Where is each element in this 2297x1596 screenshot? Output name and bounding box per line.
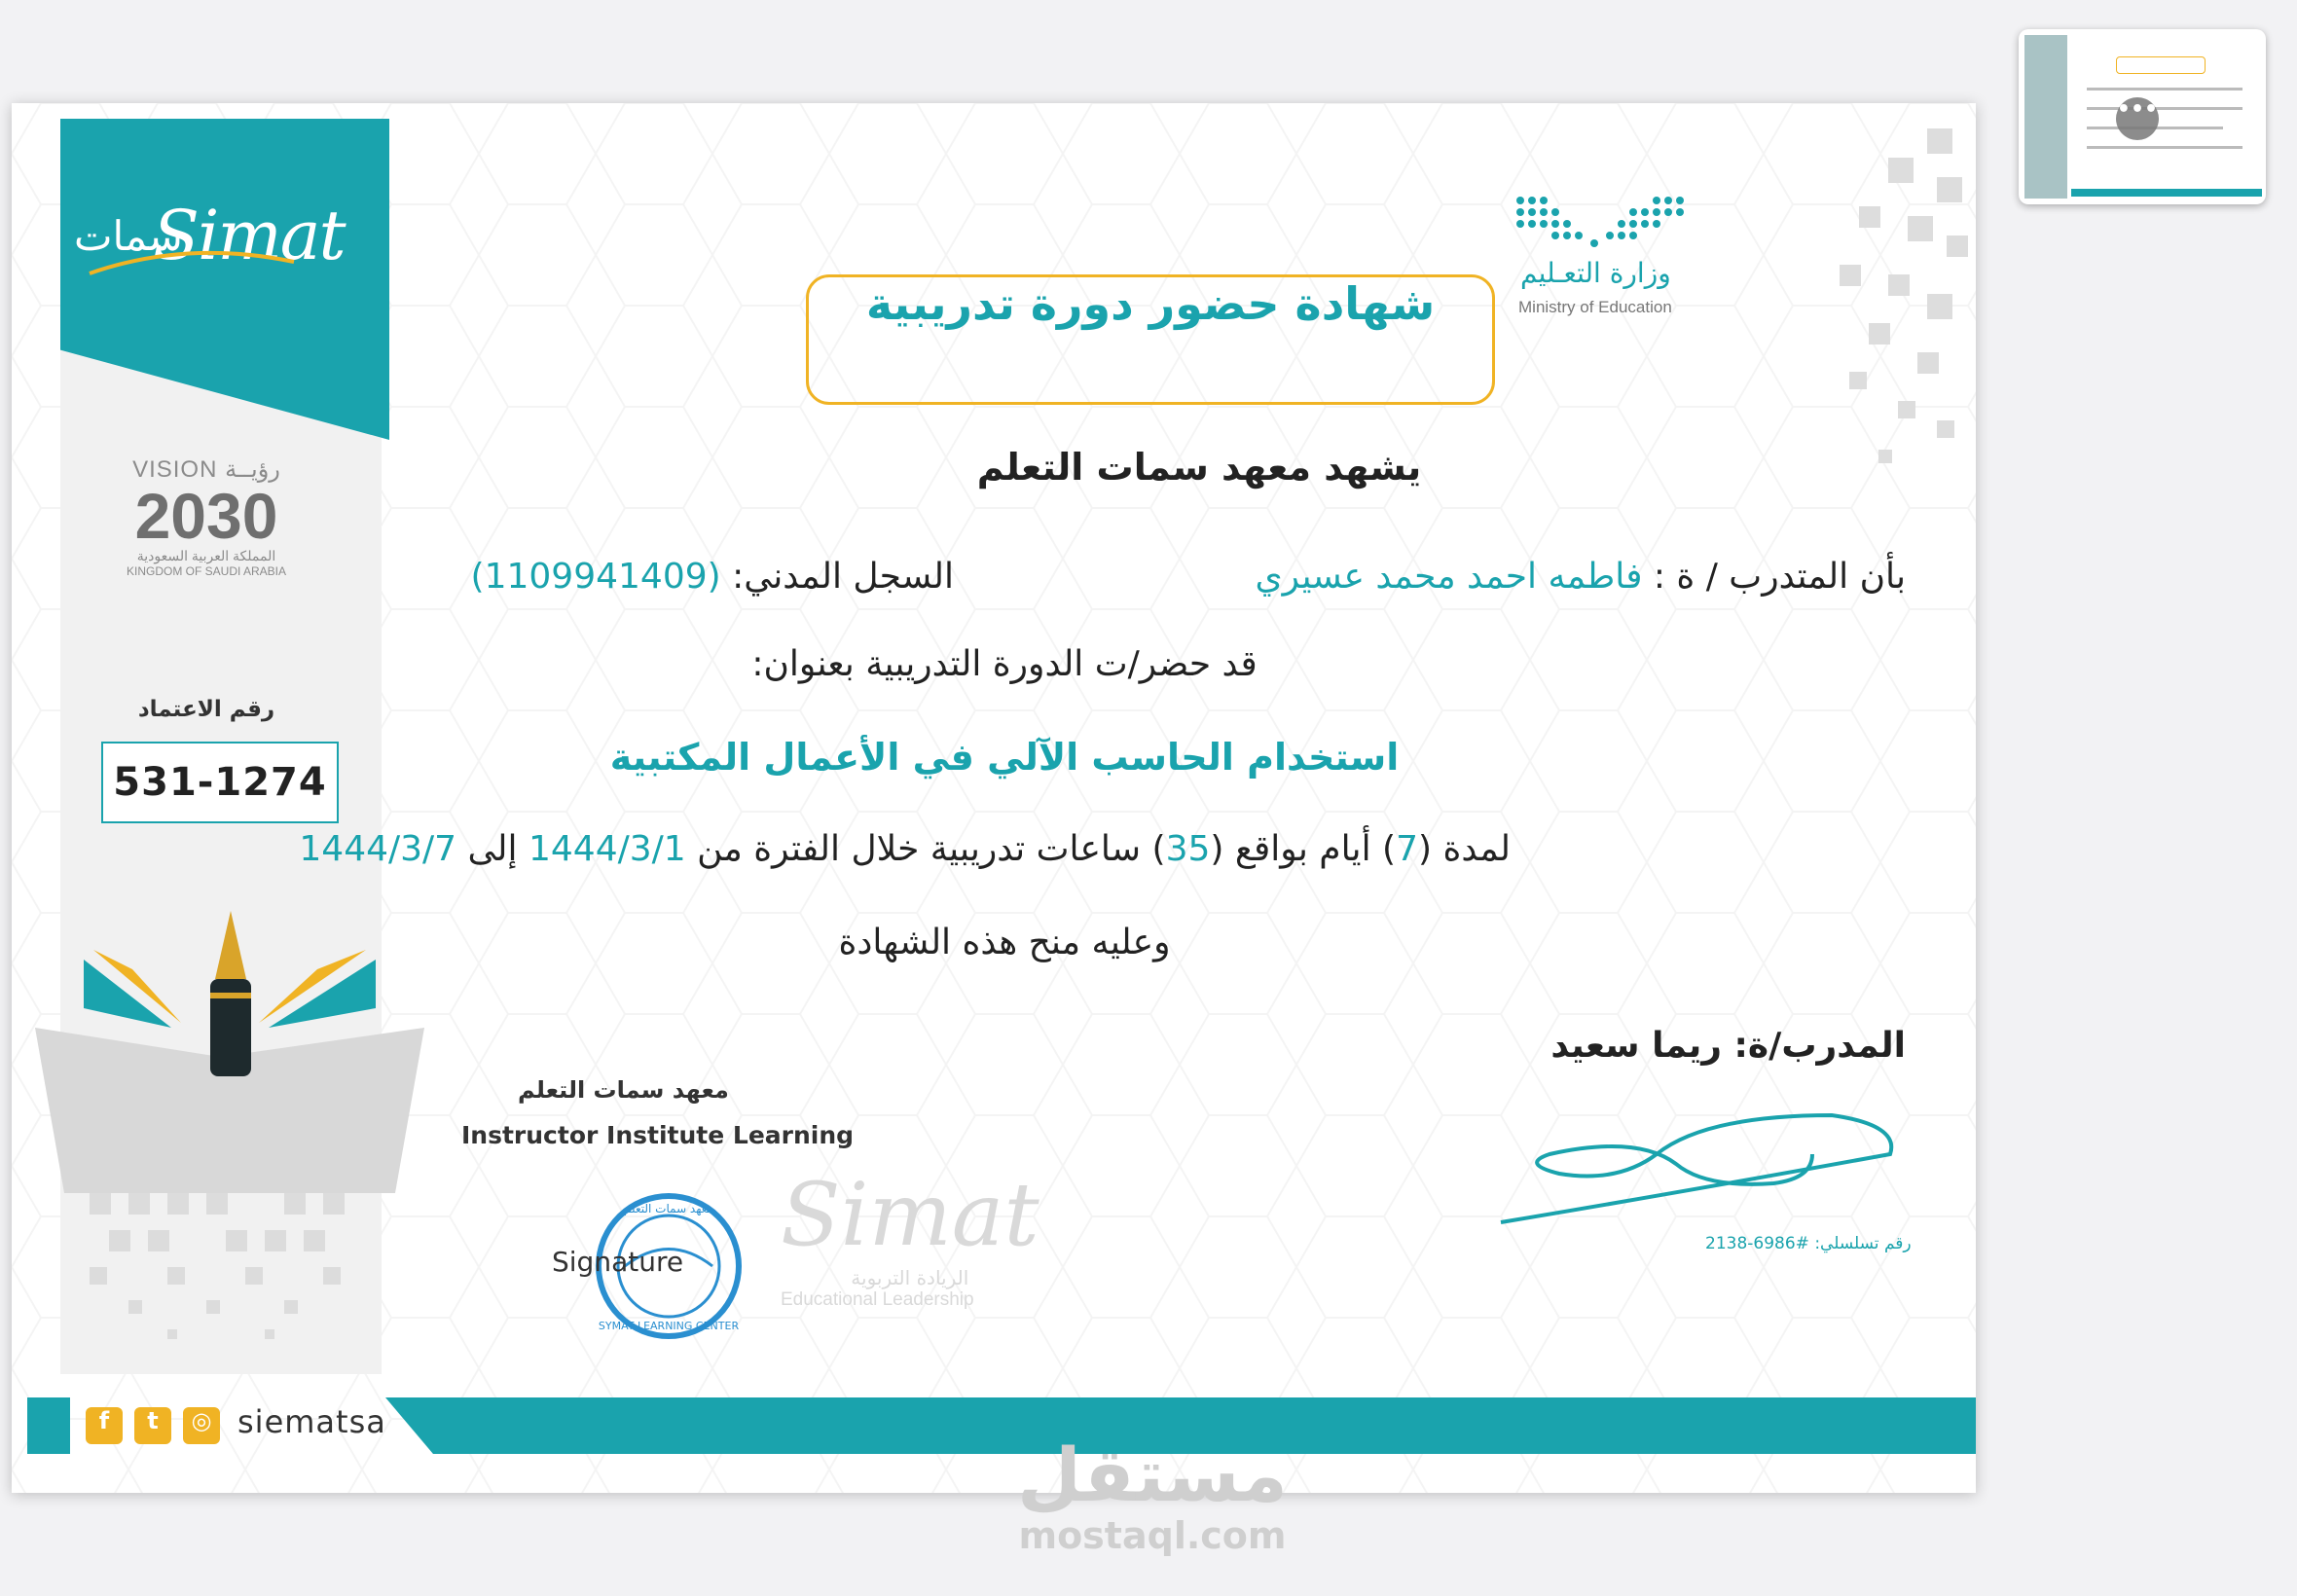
thumbnail-line	[2087, 88, 2242, 91]
trainee-prefix: بأن المتدرب / ة :	[1653, 557, 1906, 597]
thumbnail-title	[2116, 56, 2206, 74]
duration-line	[299, 829, 1511, 869]
book-pen-icon	[25, 911, 434, 1203]
facebook-icon: f	[86, 1407, 123, 1444]
stamp-text-ar: معهد سمات التعلم	[624, 1202, 713, 1215]
vision-kingdom-ar: المملكة العربية السعودية	[136, 548, 276, 563]
ministry-name-ar: وزارة التعـليم	[1520, 257, 1671, 289]
trainer-line	[1550, 1026, 1906, 1066]
watermark-logo	[781, 1164, 1039, 1311]
watermark-latin: Simat	[781, 1164, 1039, 1266]
thumbnail-line	[2087, 107, 2242, 110]
serial-number	[1705, 1234, 1912, 1253]
ministry-logo-icon	[1511, 181, 1705, 259]
course-title: استخدام الحاسب الآلي في الأعمال المكتبية	[609, 736, 1400, 779]
certificate-title: شهادة حضور دورة تدريبية	[806, 274, 1495, 405]
thumbnail-footer	[2071, 189, 2262, 197]
footer-accent	[27, 1397, 70, 1454]
date-to: 1444/3/7	[299, 829, 457, 869]
trainer-label: المدرب/ة:	[1733, 1026, 1906, 1066]
vision-kingdom-en: KINGDOM OF SAUDI ARABIA	[126, 564, 287, 578]
vision-en: VISION	[132, 456, 218, 483]
serial-value: #6986-2138	[1705, 1234, 1809, 1253]
twitter-icon: t	[134, 1407, 171, 1444]
certificate	[12, 103, 1976, 1493]
duration-w1: لمدة (	[1417, 829, 1511, 869]
mostaql-watermark	[1006, 1432, 1298, 1557]
attended-line: قد حضر/ت الدورة التدريبية بعنوان:	[751, 644, 1258, 684]
thumbnail-side	[2024, 35, 2067, 199]
duration-w2: ) أيام بواقع (	[1210, 829, 1397, 869]
watermark-en: Educational Leadership	[781, 1289, 974, 1310]
duration-hours: 35	[1165, 829, 1211, 869]
trainer-name: ريما سعيد	[1550, 1026, 1722, 1066]
civil-label: السجل المدني:	[732, 557, 954, 597]
signature-label: Signature	[552, 1246, 684, 1278]
simat-logo-arabic: سمات	[74, 212, 183, 260]
thumbnail-line	[2087, 146, 2242, 149]
institute-name-en: Instructor Institute Learning	[461, 1121, 855, 1149]
duration-w4: إلى	[467, 829, 518, 869]
accreditation-number: 531-1274	[101, 742, 339, 823]
accreditation-label: رقم الاعتماد	[137, 697, 275, 722]
instagram-icon: ◎	[183, 1407, 220, 1444]
vision-2030-logo	[90, 455, 323, 578]
org-line: يشهد معهد سمات التعلم	[976, 446, 1422, 489]
ministry-name-en: Ministry of Education	[1518, 298, 1672, 316]
vision-ar: رؤيــة	[225, 456, 280, 483]
civil-number: (1109941409)	[470, 557, 721, 597]
award-line: وعليه منح هذه الشهادة	[838, 923, 1171, 962]
more-options-button[interactable]: •••	[2116, 97, 2159, 140]
vision-year: 2030	[134, 480, 278, 552]
logo-swoosh-icon	[70, 244, 304, 283]
social-handle: siematsa	[237, 1403, 386, 1440]
stamp-text: SYMAT LEARNING CENTER	[598, 1320, 740, 1332]
trainee-name: فاطمه احمد محمد عسيري	[1255, 557, 1643, 597]
civil-registry	[471, 557, 954, 597]
serial-label: رقم تسلسلي:	[1814, 1234, 1912, 1253]
social-icons	[86, 1407, 220, 1444]
trainer-signature-icon	[1481, 1096, 1919, 1242]
duration-days: 7	[1396, 829, 1418, 869]
right-pixel-pattern	[1830, 119, 1976, 508]
certificate-thumbnail[interactable]	[2019, 29, 2266, 204]
duration-w3: ) ساعات تدريبية خلال الفترة من	[697, 829, 1166, 869]
institute-name-ar: معهد سمات التعلم	[518, 1076, 729, 1104]
pixel-pattern	[70, 1183, 391, 1378]
simat-logo: Simat	[153, 196, 345, 275]
brand-en: mostaql.com	[1018, 1514, 1287, 1557]
trainee-line	[446, 557, 1906, 605]
brand-ar: مستقل	[1017, 1432, 1288, 1518]
date-from: 1444/3/1	[528, 829, 686, 869]
watermark-ar: الريادة التربوية	[851, 1266, 969, 1289]
